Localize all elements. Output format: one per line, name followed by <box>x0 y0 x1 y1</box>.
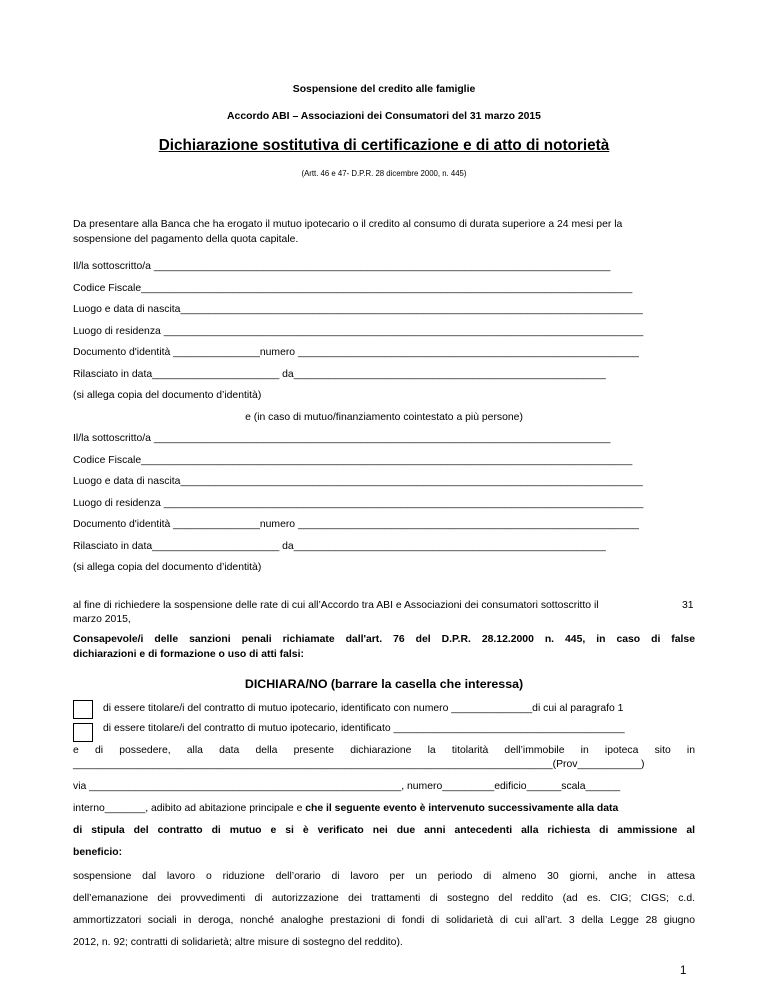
sospensione-line-2: dell’emanazione dei provvedimenti di autorizzazione dei trattamenti di sostegno del reddito (ad es. CIG; CIGS; c.d. <box>73 893 695 904</box>
allega-note: (si allega copia del documento d’identità) <box>73 390 262 401</box>
stipula-line: di stipula del contratto di mutuo e si è verificato nei due anni antecedenti alla richiesta di ammissione al <box>73 825 695 836</box>
documento-field[interactable]: Documento d'identità _______________numero ___________________________________________________________ <box>73 347 639 358</box>
page-number: 1 <box>680 965 687 977</box>
codice-fiscale-field-2[interactable]: Codice Fiscale_____________________________________________________________________________________ <box>73 455 633 466</box>
allega-note-2: (si allega copia del documento d’identità) <box>73 562 262 573</box>
header-title: Sospensione del credito alle famiglie <box>292 84 476 95</box>
interno-field[interactable]: interno_______, adibito ad abitazione principale e <box>73 803 306 814</box>
option-2-checkbox[interactable] <box>73 723 93 742</box>
intro-line-2: sospensione del pagamento della quota capitale. <box>73 234 299 245</box>
legal-reference: (Artt. 46 e 47- D.P.R. 28 dicembre 2000, n. 445) <box>301 169 467 178</box>
fine-line-1: al fine di richiedere la sospensione delle rate di cui all’Accordo tra ABI e Associazioni dei consumatori sottoscritto il <box>73 600 599 611</box>
option-2-label: di essere titolare/i del contratto di mutuo ipotecario, identificato ________________________________________ <box>103 723 625 734</box>
header-subtitle: Accordo ABI – Associazioni dei Consumatori del 31 marzo 2015 <box>227 111 541 122</box>
option-1-checkbox[interactable] <box>73 700 93 719</box>
beneficio-line: beneficio: <box>73 847 123 858</box>
possedere-line-1: e di possedere, alla data della presente dichiarazione la titolarità dell’immobile in ipoteca sito in <box>73 745 695 756</box>
rilasciato-field-2[interactable]: Rilasciato in data______________________ da______________________________________________________ <box>73 541 606 552</box>
consapevole-line-1: Consapevole/i delle sanzioni penali richiamate dall'art. 76 del D.P.R. 28.12.2000 n. 445, in caso di false <box>73 634 695 645</box>
sottoscritto-field-2[interactable]: Il/la sottoscritto/a _______________________________________________________________________________ <box>73 433 611 444</box>
intro-line-1: Da presentare alla Banca che ha erogato il mutuo ipotecario o il credito al consumo di durata superiore a 24 mesi per la <box>73 219 623 230</box>
option-1-label: di essere titolare/i del contratto di mutuo ipotecario, identificato con numero ______________di cui al paragrafo 1 <box>103 703 624 714</box>
residenza-field[interactable]: Luogo di residenza ___________________________________________________________________________________ <box>73 326 644 337</box>
sospensione-line-4: 2012, n. 92; contratti di solidarietà; altre misure di sostegno del reddito). <box>73 937 403 948</box>
nascita-field-2[interactable]: Luogo e data di nascita________________________________________________________________________________ <box>73 476 643 487</box>
evento-text: che il seguente evento è intervenuto successivamente alla data <box>305 803 619 814</box>
documento-field-2[interactable]: Documento d'identità _______________numero ___________________________________________________________ <box>73 519 639 530</box>
fine-line-2: marzo 2015, <box>73 614 131 625</box>
sospensione-line-1: sospensione dal lavoro o riduzione dell’orario di lavoro per un periodo di almeno 30 giorni, anche in attesa <box>73 871 695 882</box>
nascita-field[interactable]: Luogo e data di nascita________________________________________________________________________________ <box>73 304 643 315</box>
sottoscritto-field[interactable]: Il/la sottoscritto/a _______________________________________________________________________________ <box>73 261 611 272</box>
fine-line-1-end: 31 <box>682 600 694 611</box>
via-field[interactable]: via ______________________________________________________, numero_________edificio______scala______ <box>73 781 621 792</box>
codice-fiscale-field[interactable]: Codice Fiscale_____________________________________________________________________________________ <box>73 283 633 294</box>
residenza-field-2[interactable]: Luogo di residenza ___________________________________________________________________________________ <box>73 498 644 509</box>
dichiara-heading: DICHIARA/NO (barrare la casella che interessa) <box>244 677 524 691</box>
immobile-location-field[interactable]: ___________________________________________________________________________________(Prov___________) <box>73 759 645 770</box>
interno-line <box>73 803 618 814</box>
rilasciato-field[interactable]: Rilasciato in data______________________ da______________________________________________________ <box>73 369 606 380</box>
sospensione-line-3: ammortizzatori sociali in deroga, nonché analoghe prestazioni di fondi di solidarietà di cui all’art. 3 della Legge 28 giugno <box>73 915 695 926</box>
document-title: Dichiarazione sostitutiva di certificazione e di atto di notorietà <box>158 137 610 154</box>
consapevole-line-2: dichiarazioni e di formazione o uso di atti falsi: <box>73 649 304 660</box>
cointestato-note: e (in caso di mutuo/finanziamento cointestato a più persone) <box>245 412 523 423</box>
